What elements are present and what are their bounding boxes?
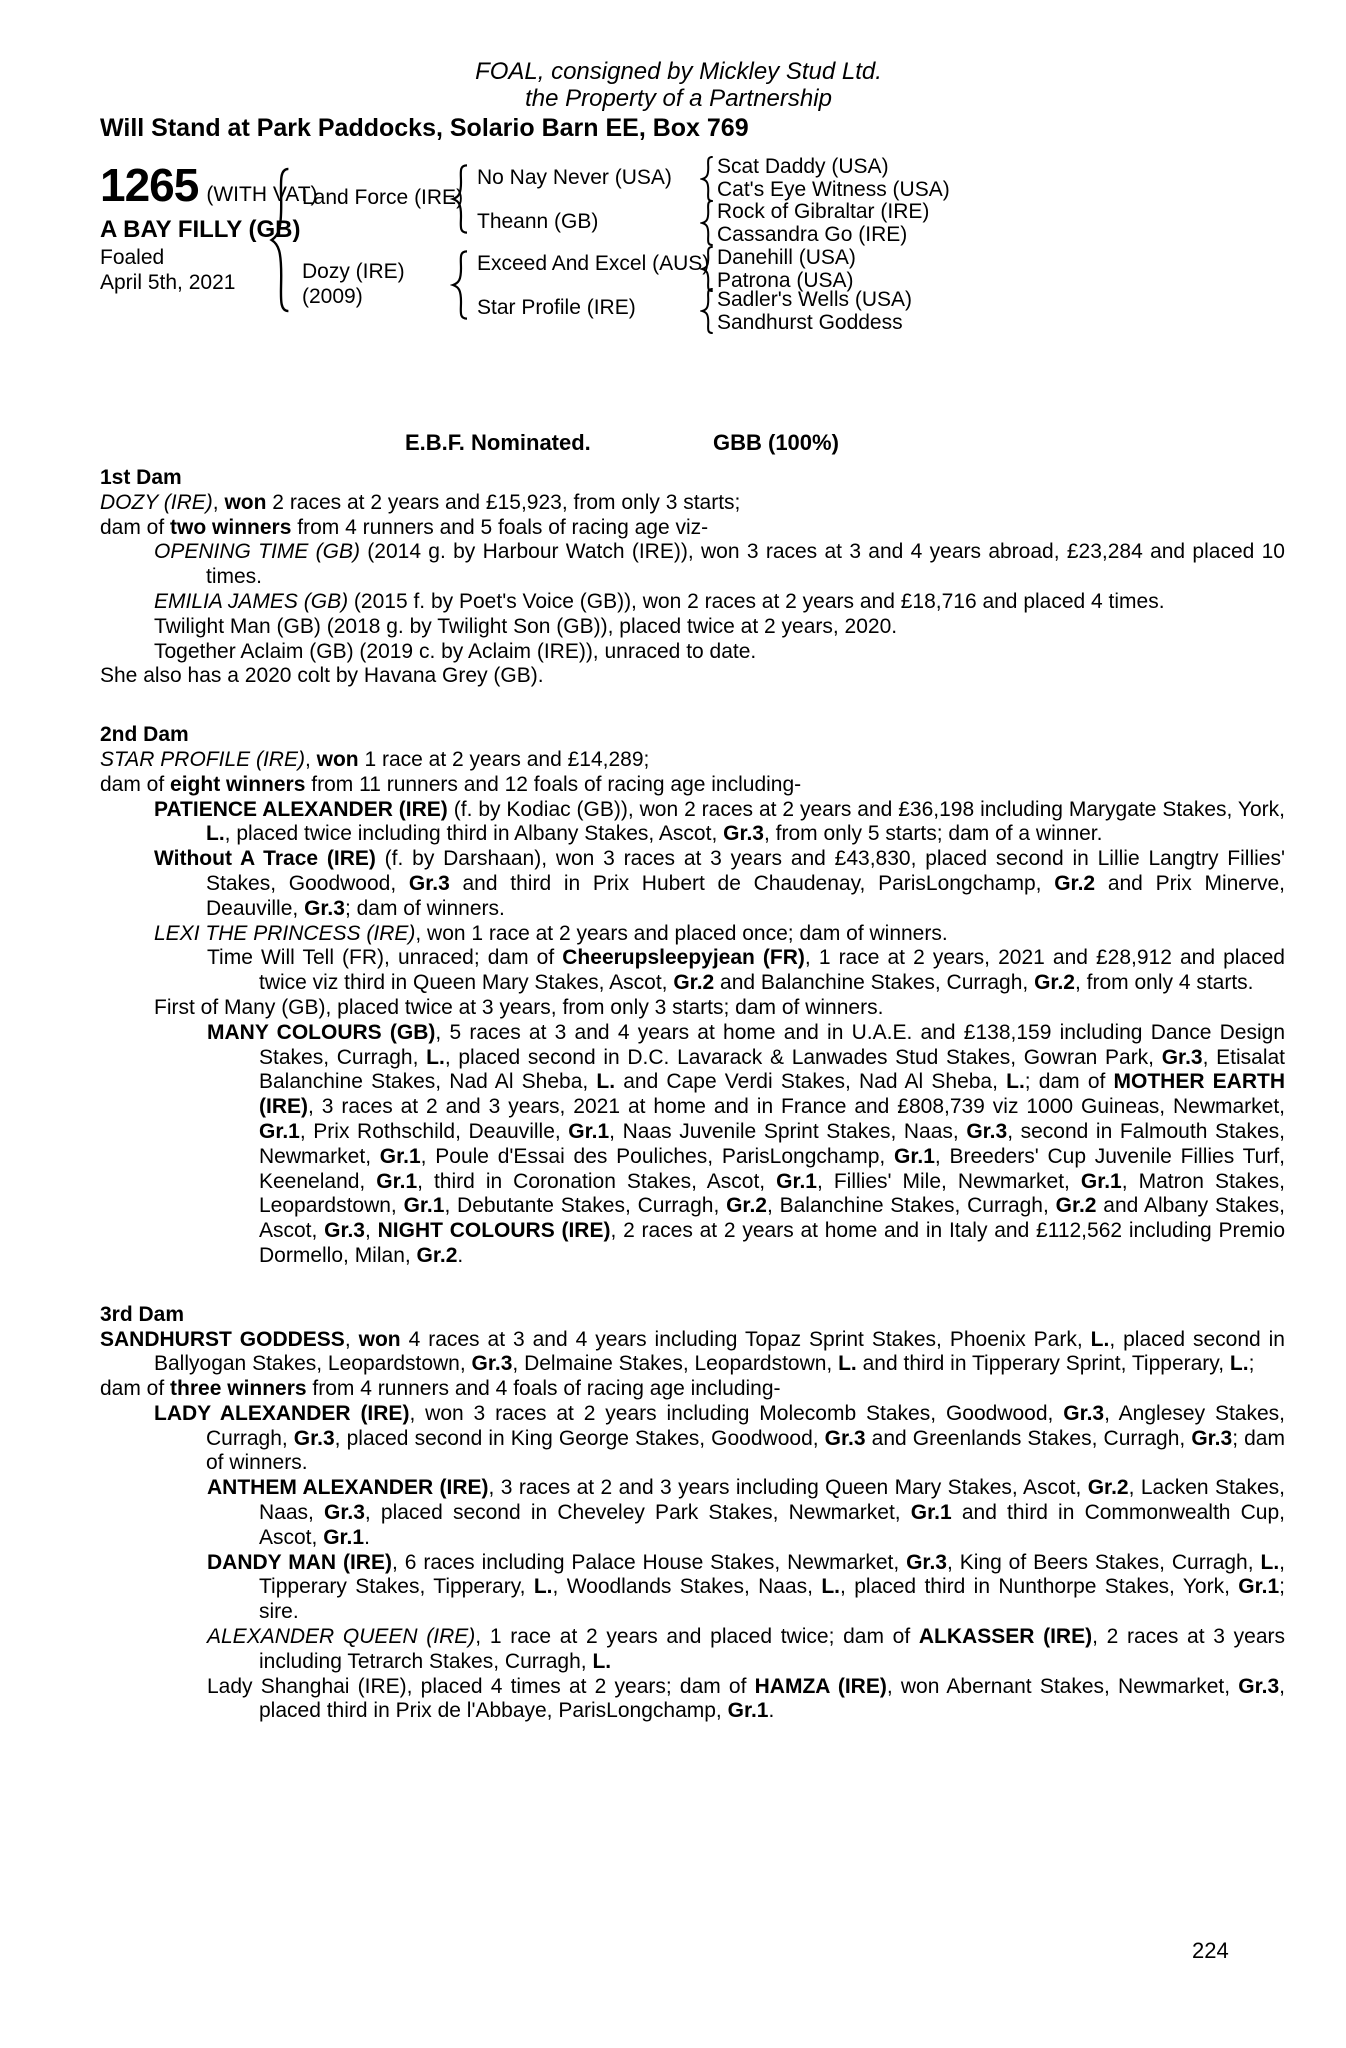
text-run: , placed second in Cheveley Park Stakes, Newmarket, (364, 1501, 911, 1525)
catalogue-paragraph (100, 748, 1285, 773)
text-run: , 3 races at 2 and 3 years including Queen Mary Stakes, Ascot, (488, 1476, 1088, 1500)
text-run: , Tipperary Stakes, Tipperary, (259, 1550, 1286, 1599)
text-run: , Matron Stakes, Leopardstown, (259, 1169, 1285, 1218)
catalogue-paragraph (100, 664, 1285, 689)
section-heading: 1st Dam (100, 466, 182, 489)
pedigree-gp-6: Patrona (USA) (717, 269, 854, 292)
lot-number: 1265 (100, 159, 199, 211)
text-run: and Cape Verdi Stakes, Nad Al Sheba, (615, 1070, 1007, 1094)
text-run: . (364, 1525, 370, 1549)
foaled-date: April 5th, 2021 (100, 271, 236, 294)
horse-description: A BAY FILLY (GB) (100, 216, 301, 243)
text-run: Gr.3 (824, 1426, 866, 1450)
pedigree-dam: Dozy (IRE) (302, 260, 405, 283)
text-run: , placed twice including third in Albany Stakes, Ascot, (224, 822, 724, 846)
text-run: Gr.3 (1191, 1426, 1233, 1450)
page-header (100, 58, 1285, 142)
text-run: , from only 4 starts. (1074, 971, 1254, 995)
text-run: L. (592, 1649, 612, 1673)
text-run: , (304, 747, 317, 771)
text-run: and Albany Stakes, Ascot, (259, 1194, 1285, 1243)
text-run: ALKASSER (IRE) (918, 1625, 1093, 1649)
text-run: eight winners (170, 772, 306, 796)
text-run: Gr.1 (727, 1699, 769, 1723)
text-run: Gr.3 (471, 1352, 513, 1376)
text-run: and third in Prix Hubert de Chaudenay, ParisLongchamp, (449, 871, 1055, 895)
catalogue-paragraph (100, 1021, 1285, 1269)
stand-location-line: Will Stand at Park Paddocks, Solario Barn EE, Box 769 (100, 114, 749, 142)
text-run: from 11 runners and 12 foals of racing age including- (305, 772, 802, 796)
text-run: dam of (100, 515, 171, 539)
pedigree-text (100, 466, 1285, 1724)
text-run: Gr.1 (379, 1144, 421, 1168)
text-run: , won 3 races at 2 years including Molecomb Stakes, Goodwood, (409, 1401, 1064, 1425)
text-run: , won 1 race at 2 years and placed once; dam of winners. (415, 921, 948, 945)
text-run: ; sire. (259, 1575, 1285, 1624)
text-run: , 2 races at 3 years including Tetrarch Stakes, Curragh, (259, 1625, 1285, 1673)
text-run: HAMZA (IRE) (754, 1674, 887, 1698)
text-run: Gr.3 (293, 1426, 335, 1450)
text-run: from 4 runners and 5 foals of racing age viz- (291, 515, 709, 539)
text-run: won (316, 747, 359, 771)
catalogue-paragraph (100, 946, 1285, 996)
text-run: L. (596, 1070, 616, 1094)
catalogue-paragraph (100, 1551, 1285, 1625)
text-run: , King of Beers Stakes, Curragh, (946, 1550, 1261, 1574)
text-run: from 4 runners and 4 foals of racing age including- (306, 1377, 781, 1401)
text-run: , Fillies' Mile, Newmarket, (817, 1169, 1081, 1193)
catalogue-paragraph (100, 1675, 1285, 1725)
text-run: , placed third in Prix de l'Abbaye, ParisLongchamp, (259, 1674, 1285, 1723)
text-run: L. (1090, 1327, 1110, 1351)
catalogue-paragraph (100, 1476, 1285, 1550)
text-run: NIGHT COLOURS (IRE) (377, 1219, 611, 1243)
text-run: , placed second in Ballyogan Stakes, Leopardstown, (154, 1327, 1285, 1376)
lot-vat-note: (WITH VAT) (206, 183, 318, 206)
pedigree-brace-main (268, 166, 292, 314)
text-run: Gr.3 (324, 1219, 365, 1243)
text-run: , Delmaine Stakes, Leopardstown, (512, 1352, 839, 1376)
text-run: , second in Falmouth Stakes, Newmarket, (259, 1119, 1285, 1168)
text-run: Gr.1 (776, 1169, 817, 1193)
text-run: 2 races at 2 years and £15,923, from only 3 starts; (266, 490, 741, 514)
text-run: L. (821, 1575, 841, 1599)
catalogue-paragraph (100, 1328, 1285, 1378)
text-run: 1 race at 2 years and £14,289; (358, 747, 650, 771)
text-run: and third in Commonwealth Cup, Ascot, (259, 1501, 1285, 1549)
catalogue-paragraph (100, 798, 1285, 848)
text-run: (f. by Kodiac (GB)), won 2 races at 2 years and £36,198 including Marygate Stakes, York, (447, 797, 1286, 821)
text-run: Gr.2 (1055, 1194, 1097, 1218)
text-run: Gr.3 (1063, 1401, 1105, 1425)
text-run: , Debutante Stakes, Curragh, (444, 1194, 727, 1218)
pedigree-gp-3: Rock of Gibraltar (IRE) (717, 200, 930, 223)
pedigree-brace-gp4 (700, 288, 715, 334)
text-run: dam of (100, 1377, 171, 1401)
text-run: ; (1248, 1352, 1255, 1376)
text-run: , placed second in D.C. Lavarack & Lanwades Stud Stakes, Gowran Park, (444, 1045, 1162, 1069)
text-run: Gr.2 (1087, 1476, 1129, 1500)
text-run: , placed second in King George Stakes, Goodwood, (334, 1426, 825, 1450)
text-run: , Anglesey Stakes, Curragh, (206, 1401, 1285, 1450)
text-run: Gr.3 (966, 1119, 1008, 1143)
consignor-line: FOAL, consigned by Mickley Stud Ltd. (475, 58, 882, 85)
text-run: , 2 races at 2 years at home and in Italy and £112,562 including Premio Dormello, Milan, (259, 1219, 1285, 1267)
text-run: LADY ALEXANDER (IRE) (154, 1401, 410, 1425)
pedigree-dam-dam: Star Profile (IRE) (477, 296, 636, 319)
text-run: Gr.2 (1054, 871, 1096, 895)
text-run: three winners (170, 1377, 307, 1401)
text-run: , from only 5 starts; dam of a winner. (764, 822, 1103, 846)
catalogue-paragraph (100, 1377, 1285, 1402)
text-run: Gr.3 (906, 1550, 947, 1574)
text-run: won (224, 490, 267, 514)
pedigree-gp-8: Sandhurst Goddess (717, 311, 903, 334)
catalogue-paragraph (100, 996, 1285, 1021)
catalogue-paragraph (100, 1402, 1285, 1476)
text-run: won (358, 1327, 401, 1351)
pedigree-dam-sire: Exceed And Excel (AUS) (477, 252, 710, 275)
text-run: and Greenlands Stakes, Curragh, (865, 1426, 1192, 1450)
text-run: L. (1260, 1550, 1280, 1574)
text-run: L. (1006, 1070, 1025, 1094)
text-run: Gr.3 (723, 822, 764, 846)
text-run: , 6 races including Palace House Stakes, Newmarket, (391, 1550, 907, 1574)
text-run: , Poule d'Essai des Pouliches, ParisLongchamp, (420, 1144, 895, 1168)
text-run: PATIENCE ALEXANDER (IRE) (154, 797, 448, 821)
pedigree-gp-2: Cat's Eye Witness (USA) (717, 178, 950, 201)
pedigree-gp-4: Cassandra Go (IRE) (717, 223, 908, 246)
text-run: Gr.3 (1238, 1674, 1280, 1698)
text-run: She also has a 2020 colt by Havana Grey (GB). (100, 664, 544, 688)
text-run: Gr.1 (894, 1144, 935, 1168)
text-run: , Naas Juvenile Sprint Stakes, Naas, (609, 1119, 967, 1143)
text-run: . (768, 1699, 775, 1723)
pedigree-brace-gp1 (700, 156, 715, 202)
text-run: , Breeders' Cup Juvenile Fillies Turf, Keeneland, (259, 1144, 1286, 1193)
text-run: 4 races at 3 and 4 years including Topaz Sprint Stakes, Phoenix Park, (400, 1327, 1091, 1351)
text-run: Without A Trace (IRE) (154, 847, 376, 871)
text-run: Gr.1 (1238, 1575, 1280, 1599)
catalogue-paragraph (100, 640, 1285, 665)
section-heading: 3rd Dam (100, 1302, 185, 1326)
text-run: , Etisalat Balanchine Stakes, Nad Al Sheba, (259, 1045, 1285, 1094)
text-run: (2014 g. by Harbour Watch (IRE)), won 3 races at 3 and 4 years abroad, £23,284 and placed 10 times. (206, 540, 1285, 589)
text-run: ANTHEM ALEXANDER (IRE) (207, 1476, 489, 1500)
pedigree-sire-dam: Theann (GB) (477, 210, 599, 233)
text-run: Gr.1 (568, 1119, 610, 1143)
text-run: MOTHER EARTH (IRE) (259, 1070, 1285, 1119)
text-run: Twilight Man (GB) (2018 g. by Twilight Son (GB)), placed twice at 2 years, 2020. (154, 614, 898, 638)
text-run: dam of (100, 772, 171, 796)
catalogue-paragraph (100, 922, 1285, 947)
pedigree-sire: Land Force (IRE) (302, 186, 464, 209)
text-run: DANDY MAN (IRE) (207, 1550, 392, 1574)
text-run: ; dam of (1024, 1070, 1114, 1094)
text-run: Gr.2 (416, 1243, 458, 1267)
text-run: Gr.2 (673, 971, 715, 995)
catalogue-paragraph (100, 615, 1285, 640)
text-run: Gr.3 (324, 1501, 365, 1525)
gbb-note: GBB (100%) (713, 430, 839, 455)
catalogue-paragraph (100, 1625, 1285, 1675)
text-run: . (457, 1243, 464, 1267)
text-run: EMILIA JAMES (GB) (154, 589, 349, 613)
text-run: and Balanchine Stakes, Curragh, (714, 971, 1035, 995)
text-run: ALEXANDER QUEEN (IRE) (207, 1625, 476, 1649)
text-run: SANDHURST GODDESS (100, 1327, 345, 1351)
text-run: Gr.2 (1034, 971, 1075, 995)
pedigree-brace-gp2 (700, 200, 715, 246)
text-run: , placed third in Nunthorpe Stakes, York, (840, 1575, 1239, 1599)
text-run: , Prix Rothschild, Deauville, (299, 1119, 569, 1143)
text-run: L. (426, 1045, 445, 1069)
page-number: 224 (1192, 1938, 1229, 1963)
text-run: Gr.1 (1080, 1169, 1122, 1193)
text-run: Gr.2 (726, 1194, 767, 1218)
text-run: (2015 f. by Poet's Voice (GB)), won 2 races at 2 years and £18,716 and placed 4 times. (348, 589, 1165, 613)
text-run: , 1 race at 2 years, 2021 and £28,912 and placed twice viz third in Queen Mary Stakes, Ascot, (259, 946, 1285, 995)
catalogue-paragraph (100, 491, 1285, 516)
pedigree-gp-1: Scat Daddy (USA) (717, 155, 889, 178)
text-run: , (344, 1327, 359, 1351)
text-run: Gr.1 (376, 1169, 418, 1193)
text-run: Gr.3 (1161, 1045, 1203, 1069)
text-run: Gr.3 (408, 871, 450, 895)
text-run: Together Aclaim (GB) (2019 c. by Aclaim (IRE)), unraced to date. (154, 639, 757, 663)
catalogue-paragraph (100, 590, 1285, 615)
text-run: L. (533, 1575, 553, 1599)
text-run: OPENING TIME (GB) (154, 540, 360, 564)
text-run: , (365, 1219, 378, 1243)
text-run: two winners (170, 515, 292, 539)
text-run: Gr.1 (323, 1525, 365, 1549)
text-run: , 3 races at 2 and 3 years, 2021 at home and in France and £808,739 viz 1000 Guineas, Newmarket, (308, 1095, 1285, 1119)
text-run: Lady Shanghai (IRE), placed 4 times at 2 years; dam of (207, 1674, 755, 1698)
text-run: Time Will Tell (FR), unraced; dam of (207, 946, 563, 970)
text-run: L. (206, 822, 225, 846)
property-line: the Property of a Partnership (525, 85, 832, 112)
text-run: , third in Coronation Stakes, Ascot, (417, 1169, 777, 1193)
text-run: Gr.1 (403, 1194, 445, 1218)
catalogue-paragraph (100, 540, 1285, 590)
text-run: Gr.1 (259, 1119, 300, 1143)
text-run: First of Many (GB), placed twice at 3 years, from only 3 starts; dam of winners. (154, 995, 884, 1019)
foaled-label: Foaled (100, 246, 165, 269)
text-run: and third in Tipperary Sprint, Tipperary, (856, 1352, 1230, 1376)
text-run: Cheerupsleepyjean (FR) (562, 946, 805, 970)
catalogue-paragraph (100, 847, 1285, 921)
text-run: , 5 races at 3 and 4 years at home and in U.A.E. and £138,159 including Dance Design Stakes, Curragh, (259, 1020, 1286, 1069)
pedigree-dam-year: (2009) (302, 285, 363, 308)
text-run: , won Abernant Stakes, Newmarket, (886, 1674, 1239, 1698)
pedigree-sire-sire: No Nay Never (USA) (477, 166, 672, 189)
catalogue-paragraph (100, 773, 1285, 798)
text-run: LEXI THE PRINCESS (IRE) (154, 921, 416, 945)
text-run: MANY COLOURS (GB) (207, 1020, 436, 1044)
catalogue-paragraph (100, 516, 1285, 541)
text-run: L. (1229, 1352, 1249, 1376)
section-heading: 2nd Dam (100, 723, 189, 747)
text-run: , Lacken Stakes, Naas, (259, 1476, 1285, 1525)
text-run: , (212, 490, 225, 514)
pedigree-gp-7: Sadler's Wells (USA) (717, 288, 912, 311)
text-run: Gr.3 (304, 896, 345, 920)
text-run: ; dam of winners. (206, 1426, 1285, 1475)
text-run: and Prix Minerve, Deauville, (206, 871, 1285, 920)
text-run: , Woodlands Stakes, Naas, (552, 1575, 822, 1599)
text-run: (f. by Darshaan), won 3 races at 3 years and £43,830, placed second in Lillie Langtry Fillies' Stakes, Goodwood, (206, 847, 1285, 895)
ebf-nominated: E.B.F. Nominated. (405, 430, 591, 455)
pedigree-gp-5: Danehill (USA) (717, 246, 856, 269)
pedigree-brace-dam (450, 250, 470, 320)
text-run: L. (838, 1352, 857, 1376)
text-run: , Balanchine Stakes, Curragh, (766, 1194, 1056, 1218)
text-run: ; dam of winners. (344, 896, 505, 920)
text-run: , 1 race at 2 years and placed twice; dam of (475, 1625, 919, 1649)
text-run: STAR PROFILE (IRE) (100, 747, 305, 771)
text-run: Gr.1 (910, 1501, 952, 1525)
text-run: DOZY (IRE) (100, 490, 213, 514)
